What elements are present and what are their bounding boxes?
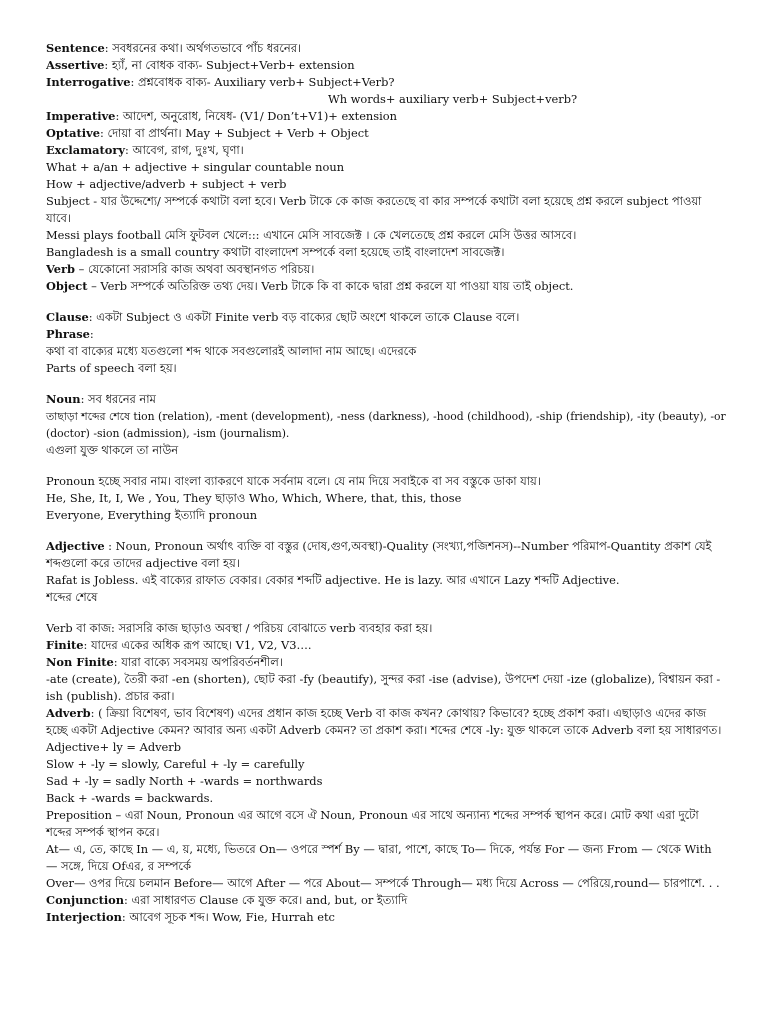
- line-clause: [46, 309, 726, 326]
- term-assertive: Assertive: [46, 58, 105, 72]
- term-clause: Clause: [46, 310, 89, 324]
- line-verb-definition: Verb বা কাজ: সরাসরি কাজ ছাড়াও অবস্থা / পরিচয় বোঝাতে verb ব্যবহার করা হয়।: [46, 621, 433, 635]
- spacer: [46, 524, 726, 538]
- line-slow-example: Slow + -ly = slowly, Careful + -ly = carefully: [46, 757, 305, 771]
- line-adverb: [46, 705, 726, 756]
- line-imperative: [46, 108, 726, 125]
- def-phrase: :: [89, 327, 94, 341]
- line-interjection: [46, 909, 726, 926]
- def-imperative: : আদেশ, অনুরোধ, নিষেধ- (V1/ Don’t+V1)+ extension: [115, 109, 397, 123]
- line-pronoun-list-2: Everyone, Everything ইত্যাদি pronoun: [46, 508, 258, 522]
- term-optative: Optative: [46, 126, 100, 140]
- def-interrogative: : প্রশ্নবোধক বাক্য- Auxiliary verb+ Subject+Verb?: [130, 75, 395, 89]
- def-assertive: : হ্যাঁ, না বোধক বাক্য- Subject+Verb+ extension: [104, 58, 355, 72]
- line-rafat-end: শব্দের শেষে: [46, 590, 98, 604]
- term-imperative: Imperative: [46, 109, 116, 123]
- spacer: [46, 377, 726, 391]
- line-subject: Subject - যার উদ্দেশ্যে/ সম্পর্কে কথাটা বলা হবে। Verb টাকে কে কাজ করতেছে বা কার সম্পর্কে কথাটা বলা হয়েছে প্রশ্ন করলে subject পাওয়া যাবে।: [46, 194, 702, 225]
- def-adjective: : Noun, Pronoun অর্থাৎ ব্যক্তি বা বস্তুর (দোষ,গুণ,অবস্থা)-Quality (সংখ্যা,পজিশনস)--Number পরিমাপ-Quantity প্রকাশ যেই শব্দগুলো করে তাদের adjective বলা হয়।: [46, 539, 712, 570]
- term-finite: Finite: [46, 638, 84, 652]
- line-phrase-1: কথা বা বাক্যের মধ্যে যতগুলো শব্দ থাকে সবগুলোরই আলাদা নাম আছে। এদেরকে: [46, 344, 417, 358]
- def-noun: : সব ধরনের নাম: [80, 392, 156, 406]
- def-sentence: : সবধরনের কথা। অর্থগতভাবে পাঁচ ধরনের।: [104, 41, 302, 55]
- term-conjunction: Conjunction: [46, 893, 125, 907]
- term-phrase: Phrase: [46, 327, 90, 341]
- line-noun-suffix: তাছাড়া শব্দের শেষে tion (relation), -ment (development), -ness (darkness), -hood (childhood), -ship (friendship), -ity (beauty), -or (doctor) -sion (admission), -ism (journalism).: [46, 410, 726, 440]
- term-adjective: Adjective: [46, 539, 105, 553]
- line-pronoun: Pronoun হচ্ছে সবার নাম। বাংলা ব্যাকরণে যাকে সর্বনাম বলে। যে নাম দিয়ে সবাইকে বা সব বস্তুকে ডাকা যায়।: [46, 474, 541, 488]
- def-object: – Verb সম্পর্কে অতিরিক্ত তথ্য দেয়। Verb টাকে কি বা কাকে দ্বারা প্রশ্ন করলে যা পাওয়া যায় তাই object.: [87, 279, 574, 293]
- term-nonfinite: Non Finite: [46, 655, 114, 669]
- line-verb: [46, 261, 726, 278]
- line-back-example: Back + -wards = backwards.: [46, 791, 214, 805]
- line-object: [46, 278, 726, 295]
- line-optative: [46, 125, 726, 142]
- line-assertive: [46, 57, 726, 74]
- term-adverb: Adverb: [46, 706, 91, 720]
- line-sad-example: Sad + -ly = sadly North + -wards = northwards: [46, 774, 323, 788]
- def-optative: : দোয়া বা প্রার্থনা। May + Subject + Verb + Object: [99, 126, 369, 140]
- line-sentence: [46, 40, 726, 57]
- term-interjection: Interjection: [46, 910, 122, 924]
- line-noun-end: এগুলা যুক্ত থাকলে তা নাউন: [46, 443, 179, 457]
- term-exclamatory: Exclamatory: [46, 143, 126, 157]
- def-adverb: : ( ক্রিয়া বিশেষণ, ভাব বিশেষণ) এদের প্রধান কাজ হচ্ছে Verb বা কাজ কখন? কোথায়? কিভাবে? হচ্ছে প্রকাশ করা। এছাড়াও এদের কাজ হচ্ছে একটা Adjective কেমন? আবার অন্য একটা Adverb কেমন? তা প্রকাশ করা। শব্দের শেষে -ly: যুক্ত থাকলে তাকে Adverb বলা হয় সাধারণত। Adjective+ ly = Adverb: [46, 706, 722, 754]
- line-bangladesh-example: Bangladesh is a small country কথাটা বাংলাদেশ সম্পর্কে বলা হয়েছে তাই বাংলাদেশ সাবজেক্ট।: [46, 245, 505, 259]
- spacer: [46, 295, 726, 309]
- line-noun: [46, 391, 726, 408]
- line-preposition: Preposition – এরা Noun, Pronoun এর আগে বসে ঐ Noun, Pronoun এর সাথে অন্যান্য শব্দের সম্পর্ক স্থাপন করে। মোট কথা এরা দুটো শব্দের সম্পর্ক স্থাপন করে।: [46, 808, 699, 839]
- line-adjective: [46, 538, 726, 572]
- def-verb: – যেকোনো সরাসরি কাজ অথবা অবস্থানগত পরিচয়।: [75, 262, 315, 276]
- def-exclamatory: : আবেগ, রাগ, দুঃখ, ঘৃণা।: [125, 143, 244, 157]
- spacer: [46, 606, 726, 620]
- line-interrogative: [46, 74, 726, 91]
- line-phrase-2: Parts of speech বলা হয়।: [46, 361, 177, 375]
- line-finite: [46, 637, 726, 654]
- def-finite: : যাদের একের অধিক রূপ আছে। V1, V2, V3….: [83, 638, 312, 652]
- line-preposition-list-2: Over— ওপর দিয়ে চলমান Before— আগে After — পরে About— সম্পর্কে Through— মধ্য দিয়ে Across — পেরিয়ে,round— চারপাশে. . .: [46, 876, 720, 890]
- line-pronoun-list: He, She, It, I, We , You, They ছাড়াও Who, Which, Where, that, this, those: [46, 491, 462, 505]
- def-conjunction: : এরা সাধারণত Clause কে যুক্ত করে। and, but, or ইত্যাদি: [124, 893, 408, 907]
- line-preposition-list-1: At— এ, তে, কাছে In — এ, য়, মধ্যে, ভিতরে On— ওপরে স্পর্শ By — দ্বারা, পাশে, কাছে To— দিকে, পর্যন্ত For — জন্য From — থেকে With — সঙ্গে, দিয়ে Ofএর, র সম্পর্কে: [46, 842, 712, 873]
- line-phrase: [46, 326, 726, 343]
- term-verb: Verb: [46, 262, 76, 276]
- line-messi-example: Messi plays football মেসি ফুটবল খেলে::: এখানে মেসি সাবজেক্ট । কে খেলতেছে প্রশ্ন করলে মেসি উত্তর আসবে।: [46, 228, 577, 242]
- line-exclamatory: [46, 142, 726, 159]
- line-interrogative-wh: Wh words+ auxiliary verb+ Subject+verb?: [328, 92, 578, 106]
- line-suffix-verbs: -ate (create), তৈরী করা -en (shorten), ছোট করা -fy (beautify), সুন্দর করা -ise (advise), উপদেশ দেয়া -ize (globalize), বিশ্বায়ন করা -ish (publish). প্রচার করা।: [46, 672, 721, 703]
- def-nonfinite: : যারা বাক্যে সবসময় অপরিবর্তনশীল।: [113, 655, 283, 669]
- line-how-pattern: How + adjective/adverb + subject + verb: [46, 177, 287, 191]
- line-what-pattern: What + a/an + adjective + singular countable noun: [46, 160, 345, 174]
- line-rafat-example: Rafat is Jobless. এই বাক্যের রাফাত বেকার। বেকার শব্দটি adjective. He is lazy. আর এখানে Lazy শব্দটি Adjective.: [46, 573, 620, 587]
- document-body: [46, 40, 726, 926]
- term-object: Object: [46, 279, 88, 293]
- term-sentence: Sentence: [46, 41, 105, 55]
- line-nonfinite: [46, 654, 726, 671]
- spacer: [46, 459, 726, 473]
- term-interrogative: Interrogative: [46, 75, 131, 89]
- def-interjection: : আবেগ সূচক শব্দ। Wow, Fie, Hurrah etc: [121, 910, 335, 924]
- term-noun: Noun: [46, 392, 81, 406]
- line-conjunction: [46, 892, 726, 909]
- def-clause: : একটা Subject ও একটা Finite verb বড় বাক্যের ছোট অংশে থাকলে তাকে Clause বলে।: [88, 310, 520, 324]
